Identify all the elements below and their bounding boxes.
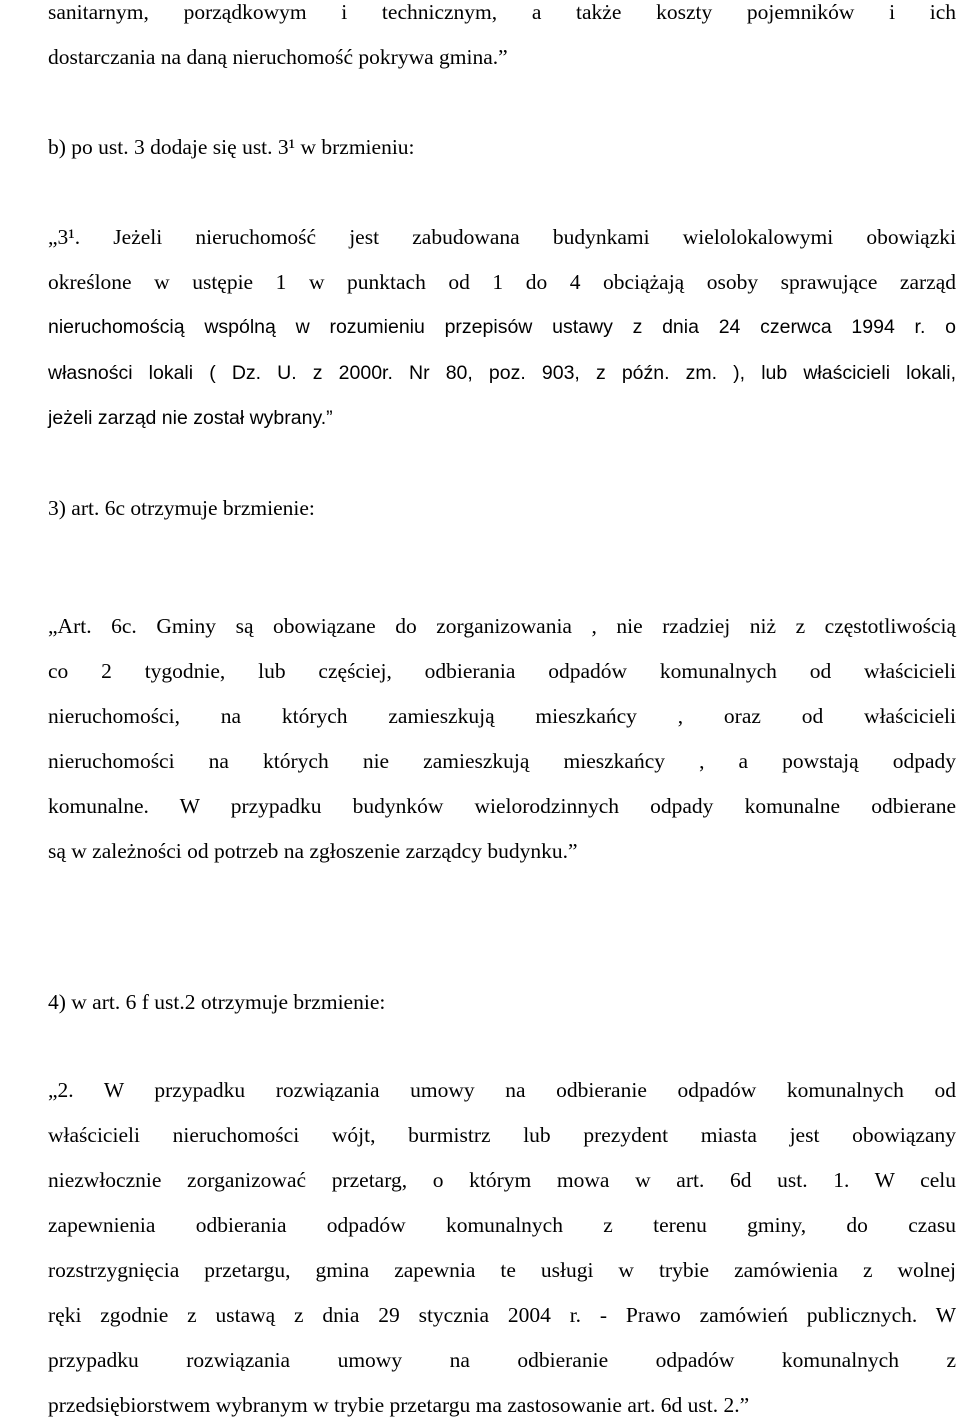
text-line: „3¹. Jeżeli nieruchomość jest zabudowana budynkami wielolokalowymi obowiązki bbox=[48, 225, 956, 249]
text-line: jeżeli zarząd nie został wybrany.” bbox=[48, 407, 333, 429]
text-line: b) po ust. 3 dodaje się ust. 3¹ w brzmieniu: bbox=[48, 135, 415, 159]
section-heading: 3) art. 6c otrzymuje brzmienie: bbox=[48, 496, 315, 520]
text-line: „Art. 6c. Gminy są obowiązane do zorganizowania , nie rzadziej niż z częstotliwością bbox=[48, 614, 956, 638]
text-line: dostarczania na daną nieruchomość pokrywa gmina.” bbox=[48, 45, 508, 69]
text-line: sanitarnym, porządkowym i technicznym, a także koszty pojemników i ich bbox=[48, 0, 956, 24]
text-line: są w zależności od potrzeb na zgłoszenie zarządcy budynku.” bbox=[48, 839, 578, 863]
text-line: rozstrzygnięcia przetargu, gmina zapewnia te usługi w trybie zamówienia z wolnej bbox=[48, 1258, 956, 1282]
text-line: właścicieli nieruchomości wójt, burmistrz lub prezydent miasta jest obowiązany bbox=[48, 1123, 956, 1147]
section-heading: 4) w art. 6 f ust.2 otrzymuje brzmienie: bbox=[48, 990, 386, 1014]
text-line: nieruchomości na których nie zamieszkują mieszkańcy , a powstają odpady bbox=[48, 749, 956, 773]
text-line: zapewnienia odbierania odpadów komunalnych z terenu gminy, do czasu bbox=[48, 1213, 956, 1237]
text-line: określone w ustępie 1 w punktach od 1 do 4 obciążają osoby sprawujące zarząd bbox=[48, 270, 956, 294]
text-line: „2. W przypadku rozwiązania umowy na odbieranie odpadów komunalnych od bbox=[48, 1078, 956, 1102]
text-line: nieruchomością wspólną w rozumieniu przepisów ustawy z dnia 24 czerwca 1994 r. o bbox=[48, 316, 956, 338]
text-line: komunalne. W przypadku budynków wielorodzinnych odpady komunalne odbierane bbox=[48, 794, 956, 818]
text-line: przedsiębiorstwem wybranym w trybie przetargu ma zastosowanie art. 6d ust. 2.” bbox=[48, 1393, 750, 1417]
text-line: co 2 tygodnie, lub częściej, odbierania odpadów komunalnych od właścicieli bbox=[48, 659, 956, 683]
text-line: nieruchomości, na których zamieszkują mieszkańcy , oraz od właścicieli bbox=[48, 704, 956, 728]
text-line: własności lokali ( Dz. U. z 2000r. Nr 80, poz. 903, z późn. zm. ), lub właścicieli lokali, bbox=[48, 362, 956, 384]
text-line: przypadku rozwiązania umowy na odbieranie odpadów komunalnych z bbox=[48, 1348, 956, 1372]
text-line: ręki zgodnie z ustawą z dnia 29 stycznia 2004 r. - Prawo zamówień publicznych. W bbox=[48, 1303, 956, 1327]
text-line: niezwłocznie zorganizować przetarg, o którym mowa w art. 6d ust. 1. W celu bbox=[48, 1168, 956, 1192]
